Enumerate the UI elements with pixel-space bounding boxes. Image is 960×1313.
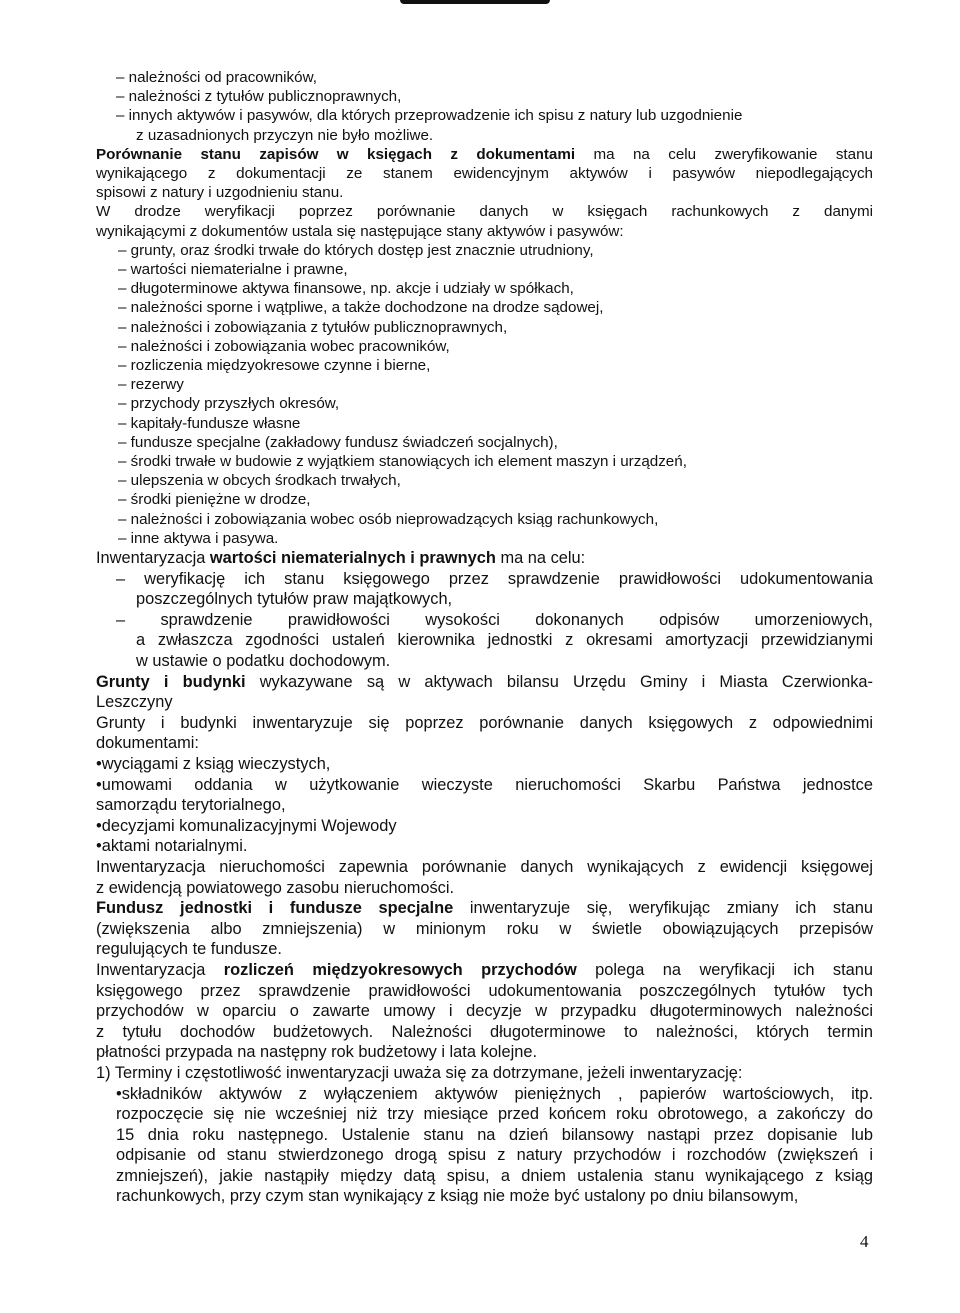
line-text: •decyzjami komunalizacyjnymi Wojewody [96, 816, 397, 835]
line-text: – kapitały-fundusze własne [118, 414, 301, 432]
text-line [96, 898, 873, 919]
line-prefix: Inwentaryzacja [96, 960, 224, 979]
scan-edge-mark [400, 0, 550, 4]
text-line [96, 1104, 873, 1125]
bold-heading: Grunty i budynki [96, 672, 246, 691]
text-line [96, 1084, 873, 1105]
line-text: – środki pieniężne w drodze, [118, 491, 311, 509]
text-line [96, 471, 873, 490]
line-text: płatności przypada na następny rok budżetowy i lata kolejne. [96, 1043, 537, 1062]
line-text: samorządu terytorialnego, [96, 796, 286, 815]
text-line [96, 1186, 873, 1207]
text-line [96, 183, 873, 202]
line-text: a zwłaszcza zgodności ustaleń kierownika jednostki z okresami amortyzacji przewidzianymi [136, 631, 873, 650]
text-line [96, 548, 873, 569]
line-text: – należności z tytułów publicznoprawnych, [116, 88, 402, 106]
line-text: wynikającego z dokumentacji ze stanem ewidencyjnym aktywów i pasywów niepodlegających [96, 165, 873, 183]
line-text: – środki trwałe w budowie z wyjątkiem stanowiących ich element maszyn i urządzeń, [118, 453, 687, 471]
text-line [96, 569, 873, 590]
text-line [96, 510, 873, 529]
text-line [96, 713, 873, 734]
line-text: – wartości niematerialne i prawne, [118, 261, 348, 279]
text-line [96, 394, 873, 413]
line-text: polega na weryfikacji ich stanu [576, 960, 873, 979]
text-line [96, 795, 873, 816]
line-text: w ustawie o podatku dochodowym. [136, 652, 391, 671]
bold-heading: wartości niematerialnych i prawnych [209, 549, 496, 568]
line-text: •wyciągami z ksiąg wieczystych, [96, 755, 331, 774]
line-text: – należności i zobowiązania z tytułów publicznoprawnych, [118, 318, 508, 336]
text-line [96, 981, 873, 1002]
text-line [96, 610, 873, 631]
line-text: – fundusze specjalne (zakładowy fundusz świadczeń socjalnych), [118, 433, 558, 451]
text-line [96, 1125, 873, 1146]
line-text: – należności od pracowników, [116, 69, 317, 86]
text-line [96, 692, 873, 713]
text-line [96, 1001, 873, 1022]
text-line [96, 452, 873, 471]
text-line [96, 939, 873, 960]
line-text: Inwentaryzacja nieruchomości zapewnia porównanie danych wynikających z ewidencji księgowej [96, 857, 873, 876]
text-line [96, 279, 873, 298]
line-text: ma na celu zweryfikowanie stanu [575, 145, 873, 163]
text-line [96, 87, 873, 106]
line-text: – ulepszenia w obcych środkach trwałych, [118, 472, 401, 490]
text-line [96, 733, 873, 754]
text-line [96, 433, 873, 452]
line-text: poszczególnych tytułów praw majątkowych, [136, 590, 453, 609]
line-text: Grunty i budynki inwentaryzuje się poprzez porównanie danych księgowych z odpowiednimi [96, 713, 873, 732]
line-text: 1) Terminy i częstotliwość inwentaryzacji uważa się za dotrzymane, jeżeli inwentaryzację: [96, 1063, 743, 1082]
text-line [96, 1145, 873, 1166]
line-text: odpisanie od stanu stwierdzonego drogą spisu z natury przychodów i rozchodów (zwiększeń i [116, 1146, 873, 1165]
text-line [96, 375, 873, 394]
text-line [96, 106, 873, 125]
line-text: regulujących te fundusze. [96, 940, 282, 959]
text-line [96, 816, 873, 837]
text-line [96, 529, 873, 548]
line-text: zmniejszeń), jakie nastąpiły między datą spisu, a dniem ustalenia stanu wynikającego z ksiąg [116, 1166, 873, 1185]
text-line [96, 672, 873, 693]
text-line [96, 878, 873, 899]
line-text: Leszczyny [96, 693, 173, 712]
line-text: przychodów w oparciu o zawarte umowy i decyzje w przypadku długoterminowych należności [96, 1002, 873, 1021]
text-line [96, 414, 873, 433]
line-text: – długoterminowe aktywa finansowe, np. akcje i udziały w spółkach, [118, 280, 574, 298]
text-line [96, 775, 873, 796]
text-line [96, 754, 873, 775]
line-text: wykazywane są w aktywach bilansu Urzędu Gminy i Miasta Czerwionka- [245, 672, 873, 691]
document-page [96, 68, 873, 1207]
line-text: – grunty, oraz środki trwałe do których dostęp jest znacznie utrudniony, [118, 241, 594, 259]
line-text: – innych aktywów i pasywów, dla których przeprowadzenie ich spisu z natury lub uzgodnienie [116, 107, 743, 125]
line-text: – przychody przyszłych okresów, [118, 395, 340, 413]
line-text: inwentaryzuje się, weryfikując zmiany ich stanu [453, 899, 874, 918]
line-text: – weryfikację ich stanu księgowego przez sprawdzenie prawidłowości udokumentowania [116, 569, 873, 588]
text-line [96, 1166, 873, 1187]
text-line [96, 126, 873, 145]
line-text: (zwiększenia albo zmniejszenia) w minionym roku w świetle obowiązujących przepisów [96, 919, 873, 938]
line-text: ma na celu: [495, 549, 586, 568]
line-text: z uzasadnionych przyczyn nie było możliwe. [136, 126, 434, 144]
text-line [96, 960, 873, 981]
text-line [96, 589, 873, 610]
bold-heading: Fundusz jednostki i fundusze specjalne [96, 899, 454, 918]
text-line [96, 145, 873, 164]
text-line [96, 337, 873, 356]
text-line [96, 164, 873, 183]
line-text: rozpoczęcie się nie wcześniej niż trzy miesiące przed końcem roku obrotowego, a zakończy do [116, 1105, 873, 1124]
line-text: – inne aktywa i pasywa. [118, 529, 279, 547]
text-line [96, 1042, 873, 1063]
line-text: z ewidencją powiatowego zasobu nieruchomości. [96, 878, 455, 897]
line-text: księgowego przez sprawdzenie prawidłowości udokumentowania poszczególnych tytułów tych [96, 981, 873, 1000]
text-line [96, 356, 873, 375]
text-line [96, 490, 873, 509]
text-line [96, 651, 873, 672]
line-text: •aktami notarialnymi. [96, 837, 248, 856]
line-text: spisowi z natury i uzgodnieniu stanu. [96, 184, 344, 202]
text-line [96, 241, 873, 260]
line-text: 15 dnia roku następnego. Ustalenie stanu na dzień bilansowy nastąpi przez dopisanie lub [116, 1125, 873, 1144]
text-line [96, 857, 873, 878]
line-text: •składników aktywów z wyłączeniem aktywów pieniężnych , papierów wartościowych, itp. [116, 1084, 873, 1103]
line-text: •umowami oddania w użytkowanie wieczyste nieruchomości Skarbu Państwa jednostce [96, 775, 873, 794]
text-line [96, 260, 873, 279]
text-line [96, 919, 873, 940]
line-text: dokumentami: [96, 734, 199, 753]
text-line [96, 630, 873, 651]
text-line [96, 68, 873, 87]
line-text: – należności i zobowiązania wobec osób nieprowadzących ksiąg rachunkowych, [118, 510, 659, 528]
line-text: – należności i zobowiązania wobec pracowników, [118, 337, 450, 355]
line-text: – należności sporne i wątpliwe, a także dochodzone na drodze sądowej, [118, 299, 604, 317]
text-line [96, 202, 873, 221]
bold-heading: rozliczeń międzyokresowych przychodów [223, 960, 577, 979]
line-prefix: Inwentaryzacja [96, 549, 210, 568]
line-text: W drodze weryfikacji poprzez porównanie danych w księgach rachunkowych z danymi [96, 203, 873, 221]
line-text: – rozliczenia międzyokresowe czynne i bierne, [118, 357, 431, 375]
line-text: – sprawdzenie prawidłowości wysokości dokonanych odpisów umorzeniowych, [116, 610, 873, 629]
text-line [96, 318, 873, 337]
text-line [96, 298, 873, 317]
page-number: 4 [860, 1232, 869, 1251]
bold-heading: Porównanie stanu zapisów w księgach z dokumentami [96, 145, 576, 163]
text-line [96, 836, 873, 857]
line-text: z tytułu dochodów budżetowych. Należności długoterminowe to należności, których termin [96, 1022, 873, 1041]
line-text: – rezerwy [118, 376, 184, 394]
text-line [96, 1063, 873, 1084]
text-line [96, 1022, 873, 1043]
text-line [96, 222, 873, 241]
line-text: wynikającymi z dokumentów ustala się następujące stany aktywów i pasywów: [96, 222, 624, 240]
line-text: rachunkowych, przy czym stan wynikający z ksiąg nie może być ustalony po dniu bilansowym, [116, 1187, 799, 1206]
